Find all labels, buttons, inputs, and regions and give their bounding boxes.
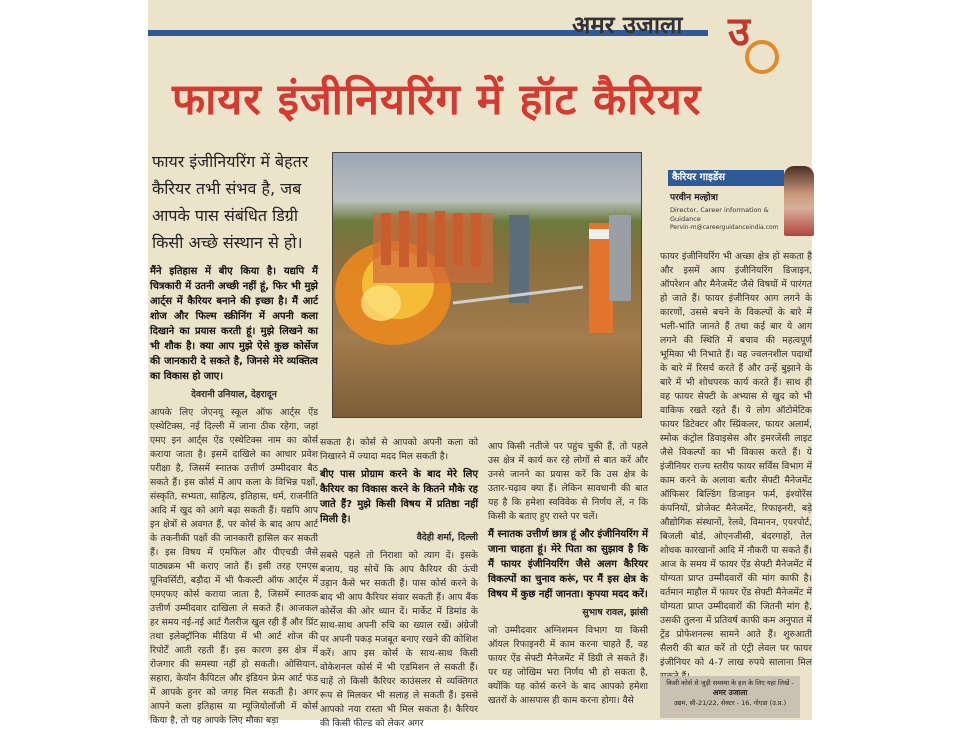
answer-3: जो उम्मीदवार अग्निशमन विभाग या किसी ऑयल रिफाइनरी में काम करना चाहते हैं, वह फायर ऐंड सेफ्टी मैनेजमेंट में डिग्री ले सकते हैं। पर यह जोखिम भरा निर्णय भी हो सकता है, क्योंकि यह कोर्स करने के बाद आपको हमेशा खतरों के आसपास ही काम करना होगा। वैसे — [488, 625, 648, 706]
expert-designation: Director, Career information & Guidance — [670, 206, 769, 223]
address-line-3: उद्यम, सी-21/22, सेक्टर - 16, नोएडा (उ.प्र.) — [673, 699, 787, 707]
expert-box — [668, 162, 812, 252]
article-photo — [332, 152, 642, 418]
expert-box-title: कैरियर गाइडेंस — [668, 170, 784, 186]
expert-portrait — [784, 166, 814, 236]
masthead-brand: अमर उजाला — [572, 11, 683, 39]
newspaper-page — [148, 0, 812, 729]
signature-3: सुभाष रावल, झांसी — [582, 607, 648, 618]
logo-ring-icon — [745, 40, 779, 74]
signature-1: देवरानी उनियाल, देहरादून — [191, 389, 277, 400]
article-headline: फायर इंजीनियरिंग में हॉट कैरियर — [172, 75, 702, 125]
fire-drill-image — [333, 153, 641, 417]
masthead-logo: उ — [728, 8, 750, 55]
column-right — [660, 250, 812, 670]
address-box — [660, 676, 800, 718]
question-3: मैं स्नातक उत्तीर्ण छात्र हूं और इंजीनियरिंग में जाना चाहता हूं। मेरे पिता का सुझाव है कि मैं फायर इंजीनियरिंग जैसे अलग कैरियर विकल्पों का चुनाव करूं, पर मैं इस क्षेत्र के विषय में कुछ नहीं जानता। कृपया मदद करें। — [488, 529, 648, 600]
expert-name: परवीन मल्होत्रा — [670, 193, 718, 203]
mid2-text: आप किसी नतीजे पर पहुंच चुकी हैं, तो पहले उस क्षेत्र में कार्य कर रहे लोगों से बात करें और उनसे जानने का प्रयास करें कि उस क्षेत्र के उतार-चढ़ाव क्या हैं। लेकिन सावधानी की बात यह है कि हमेशा स्वविवेक से निर्णय लें, न कि किसी के बताए हुए रास्ते पर चलें। — [488, 441, 648, 522]
column-mid — [320, 436, 478, 729]
signature-2: वैदेही शर्मा, दिल्ली — [416, 532, 478, 543]
answer-1: आपके लिए जेएनयू स्कूल ऑफ आर्ट्स ऐंड एस्थेटिक्स, नई दिल्ली में जाना ठीक रहेगा, जहां एमए इन आर्ट्स ऐंड एस्थेटिक्स नाम का कोर्स कराया जाता है। इसमें दाखिले का आधार प्रवेश परीक्षा है, जिसमें स्नातक उत्तीर्ण उम्मीदवार बैठ सकते हैं। इस कोर्स में आप कला के विभिन्न पक्षों, संस्कृति, सभ्यता, साहित्य, इतिहास, धर्म, राजनीति आदि में खुद को आगे बढ़ा सकती हैं। यद्यपि आप इन क्षेत्रों से अवगत हैं, पर कोर्स के बाद आप आर्ट के तकनीकी पक्षों की जानकारी हासिल कर सकती हैं। इस विषय में एमफिल और पीएचडी जैसे पाठ्यक्रम भी कराए जाते हैं। इसी तरह एमएस यूनिवर्सिटी, बड़ौदा में भी फैकल्टी ऑफ आर्ट्स में एमएफए कोर्स कराया जाता है, जिसमें स्नातक उत्तीर्ण उम्मीदवार दाखिला ले सकते हैं। आजकल हर समय नई-नई आर्ट गैलरीज खुल रही हैं और प्रिंट तथा इलेक्ट्रॉनिक मीडिया में भी आर्ट शोज की रिपोर्टें आती रहती हैं। इस कारण इस क्षेत्र में रोजगार की समस्या नहीं हो सकती। ओसियान, सहारा, केयॉन कैपिटल और इंडियन फ्रेम आर्ट फंड में आपके हुनर को जगह मिल सकती है। अगर आपने कला इतिहास या म्यूजियोलॉजी में कोर्स किया है, तो यह आपके लिए मौका बड़ा — [150, 407, 318, 726]
question-1: मैंने इतिहास में बीए किया है। यद्यपि मैं चित्रकारी में उतनी अच्छी नहीं हूं, फिर भी मुझे आर्ट्स में कैरियर बनाने की इच्छा है। मैं आर्ट शोज और फिल्म स्क्रीनिंग में अपनी कला दिखाने का प्रयास करती हूं। मुझे लिखने का भी शौक है। क्या आप मुझे ऐसे कुछ कोर्सेज की जानकारी दे सकते है, जिनसे मेरे व्यक्तित्व का विकास हो जाए। — [150, 266, 318, 382]
column-mid2 — [488, 440, 648, 716]
address-line-2: अमर उजाला — [712, 688, 748, 697]
expert-email: Pervin-m@careerguidanceindia.com — [670, 224, 779, 231]
column-left — [150, 264, 318, 726]
address-line-1: किसी कोर्स से जुड़ी समस्या के हल के लिए यहां लिखें - — [666, 679, 794, 687]
answer-2: सबसे पहले तो निराशा को त्याग दें। इसके बजाय, यह सोचें कि आप कैरियर की ऊंची उड़ान कैसे भर सकती हैं। पास कोर्स करने के बाद भी आप कैरियर संवार सकती हैं। आप बैंक कोर्सेज की ओर ध्यान दें। मार्केट में डिमांड के साथ-साथ अपनी रुचि का ख्याल रखें। अंग्रेजी पर अपनी पकड़ मजबूत बनाए रखने की कोशिश करें। आप इस कोर्स के साथ-साथ किसी वोकेशनल कोर्स में भी एडमिशन ले सकती हैं। चाहें तो किसी कैरियर काउंसलर से व्यक्तिगत रूप से मिलकर भी सलाह ले सकती हैं। इससे आपको नया रास्ता भी मिल सकता है। कैरियर की किसी फील्ड को लेकर अगर — [320, 550, 478, 729]
mid-text: सकता है। कोर्स से आपको अपनी कला को निखारने में ज्यादा मदद मिल सकती है। — [320, 437, 478, 462]
article-intro: फायर इंजीनियरिंग में बेहतर कैरियर तभी संभव है, जब आपके पास संबंधित डिग्री किसी अच्छे संस्थान से हो। — [152, 152, 309, 252]
question-2: बीए पास प्रोग्राम करने के बाद मेरे लिए कैरियर का विकास करने के कितने मौके रह जाते हैं? मुझे किसी विषय में प्रतिष्ठा नहीं मिली है। — [320, 469, 478, 525]
expert-text: फायर इंजीनियरिंग भी अच्छा क्षेत्र हो सकता है और इसमें आप इंजीनियरिंग डिजाइन, ऑपरेशन और मैनेजमेंट जैसे विषयों में पारंगत हो जाते हैं। फायर इंजीनियर आग लगने के कारणों, उससे बचने के विकल्पों के बारे में भली-भांति जानते हैं तथा कई बार ये आग लगने की स्थिति में बचाव की महत्वपूर्ण भूमिका भी निभाते हैं। वह ज्वलनशील पदार्थों के बारे में रिसर्च करते हैं और उन्हें बुझाने के बारे में भी शोधपरक कार्य करते हैं। साथ ही वह फायर सेफ्टी के अभ्यास से खुद को भी वाकिफ रखते रहते हैं। ये लोग ऑटोमेटिक फायर डिटेक्टर और स्प्रिंकलर, फायर अलार्म, स्मोक कंट्रोल डिवाइसेस और इमरजेंसी लाइट जैसे विकल्पों का भी विकास करते हैं। ये इंजीनियर राज्य स्तरीय फायर सर्विस विभाग में काम करने के अलावा बतौर सेफ्टी मैनेजमेंट ऑफिसर बिल्डिंग डिजाइन फर्म, इंश्योरेंस कंपनियों, प्रोजेक्ट मैनेजमेंट, रिफाइनरी, बड़े औद्योगिक संस्थानों, रेलवे, विमानन, एयरपोर्ट, बिजली बोर्ड, ओएनजीसी, बंदरगाहों, तेल शोधक कारखानों आदि में नौकरी पा सकते हैं। आज के समय में फायर ऐंड सेफ्टी मैनेजमेंट में योग्यता प्राप्त उम्मीदवारों की मांग काफी है। वर्तमान माहौल में फायर ऐंड सेफ्टी मैनेजमेंट में योग्यता प्राप्त उम्मीदवारों की जितनी मांग है, उसकी तुलना में प्रतिवर्ष काफी कम अनुपात में ट्रेंड प्रोफेशनल्स सामने आते हैं। शुरुआती सैलरी की बात करें तो एंट्री लेवल पर फायर इंजीनियर को 4-7 लाख रुपये सालाना मिल — [660, 251, 812, 668]
